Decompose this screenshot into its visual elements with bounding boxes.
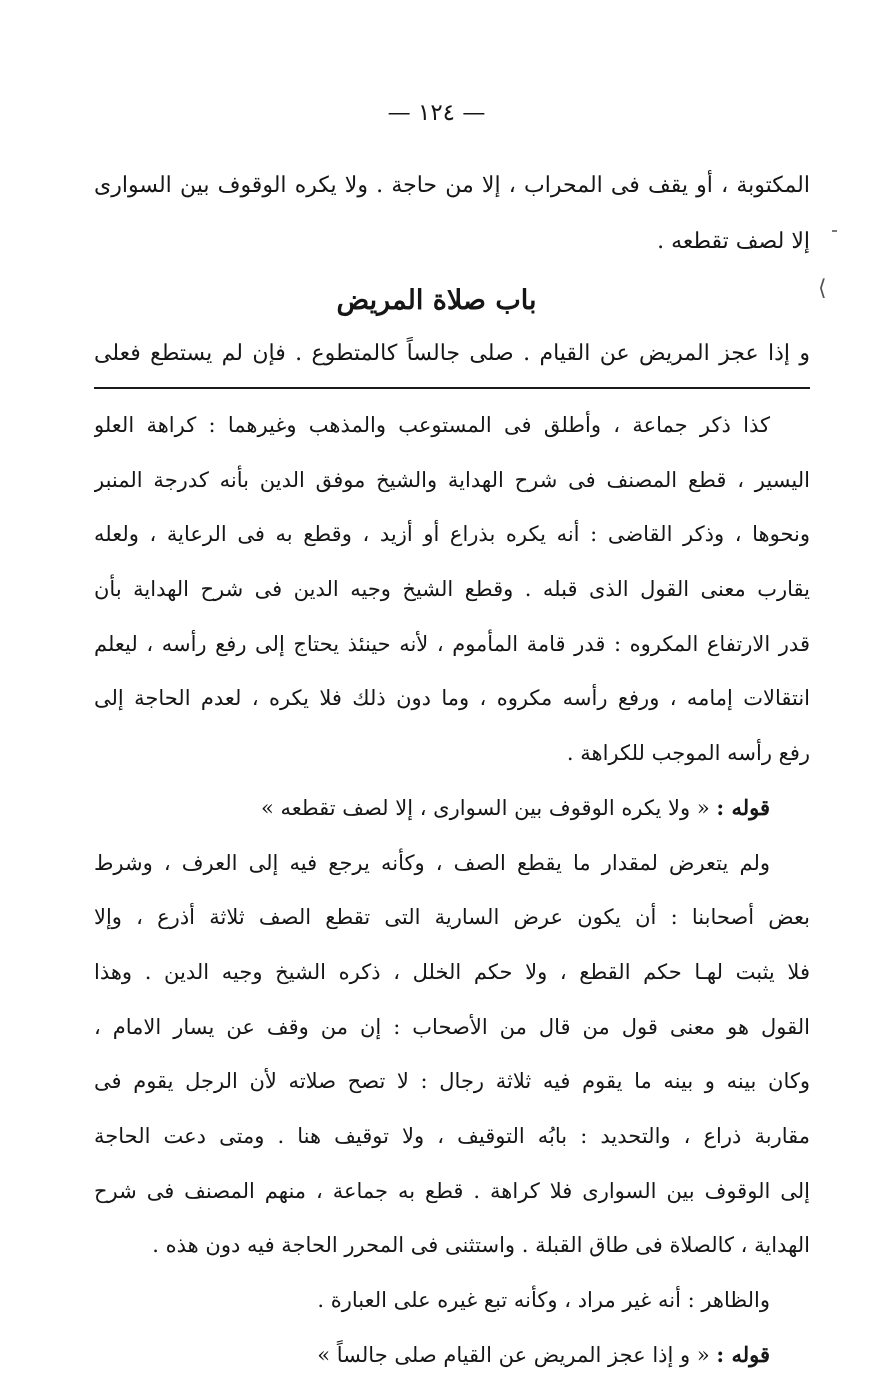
commentary-line: اليسير ، قطع المصنف فى شرح الهداية والشيخ موفق الدين بأنه كدرجة المنبر <box>94 467 810 492</box>
page-number: — ١٢٤ — <box>387 100 486 126</box>
commentary-line: قدر الارتفاع المكروه : قدر قامة المأموم ، لأنه حينئذ يحتاج إلى رفع رأسه ، ليعلم <box>94 631 810 656</box>
commentary-line: وكان بينه و بينه ما يقوم فيه ثلاثة رجال : لا تصح صلاته لأن الرجل يقوم فى <box>94 1069 810 1094</box>
main-line-3: و إذا عجز المريض عن القيام . صلى جالساً كالمتطوع . فإن لم يستطع فعلى <box>94 341 810 366</box>
commentary-line: إلى الوقوف بين السوارى فلا كراهة . قطع به جماعة ، منهم المصنف فى شرح <box>94 1178 810 1203</box>
commentary-line: كذا ذكر جماعة ، وأطلق فى المستوعب والمذهب وغيرهما : كراهة العلو <box>94 413 770 437</box>
chapter-title: باب صلاة المريض <box>336 285 537 316</box>
quote-label: قوله : <box>716 794 770 820</box>
commentary-line: انتقالات إمامه ، ورفع رأسه مكروه ، وما دون ذلك فلا يكره ، لعدم الحاجة إلى <box>94 686 810 711</box>
quote-text: « ولا يكره الوقوف بين السوارى ، إلا لصف تقطعه » <box>260 795 710 820</box>
commentary-line: فلا يثبت لهـا حكم القطع ، ولا حكم الخلل ، ذكره الشيخ وجيه الدين . وهذا <box>94 959 810 984</box>
main-text-continued <box>94 326 810 382</box>
commentary-line: ولم يتعرض لمقدار ما يقطع الصف ، وكأنه يرجع فيه إلى العرف ، وشرط <box>94 850 770 875</box>
quote-label: قوله : <box>716 1341 770 1367</box>
footnote-separator <box>94 387 810 389</box>
commentary-line: يقارب معنى القول الذى قبله . وقطع الشيخ وجيه الدين فى شرح الهداية بأن <box>94 577 810 602</box>
commentary-line: الهداية ، كالصلاة فى طاق القبلة . واستثنى فى المحرر الحاجة فيه دون هذه . <box>152 1233 810 1258</box>
commentary-line: ونحوها ، وذكر القاضى : أنه يكره بذراع أو أزيد ، وقطع به فى الرعاية ، ولعله <box>94 522 810 547</box>
margin-bracket-mark: ⟨ <box>818 276 827 301</box>
quote-text: « و إذا عجز المريض عن القيام صلى جالساً » <box>317 1342 710 1367</box>
quote-line-1 <box>94 781 810 836</box>
commentary-line: القول هو معنى قول من قال من الأصحاب : إن من وقف عن يسار الامام ، <box>94 1014 810 1039</box>
main-line-1: المكتوبة ، أو يقف فى المحراب ، إلا من حاجة . ولا يكره الوقوف بين السوارى <box>94 173 810 198</box>
commentary-text <box>94 398 810 1382</box>
margin-dot <box>832 230 837 232</box>
quote-line-2 <box>94 1328 810 1383</box>
commentary-line: والظاهر : أنه غير مراد ، وكأنه تبع غيره على العبارة . <box>317 1288 770 1312</box>
commentary-line: مقاربة ذراع ، والتحديد : بابُه التوقيف ، ولا توقيف هنا . ومتى دعت الحاجة <box>94 1123 810 1148</box>
commentary-line: بعض أصحابنا : أن يكون عرض السارية التى تقطع الصف ثلاثة أذرع ، وإلا <box>94 905 810 930</box>
main-text <box>94 158 810 270</box>
commentary-line: رفع رأسه الموجب للكراهة . <box>566 741 810 766</box>
main-line-2: إلا لصف تقطعه . <box>657 229 810 254</box>
